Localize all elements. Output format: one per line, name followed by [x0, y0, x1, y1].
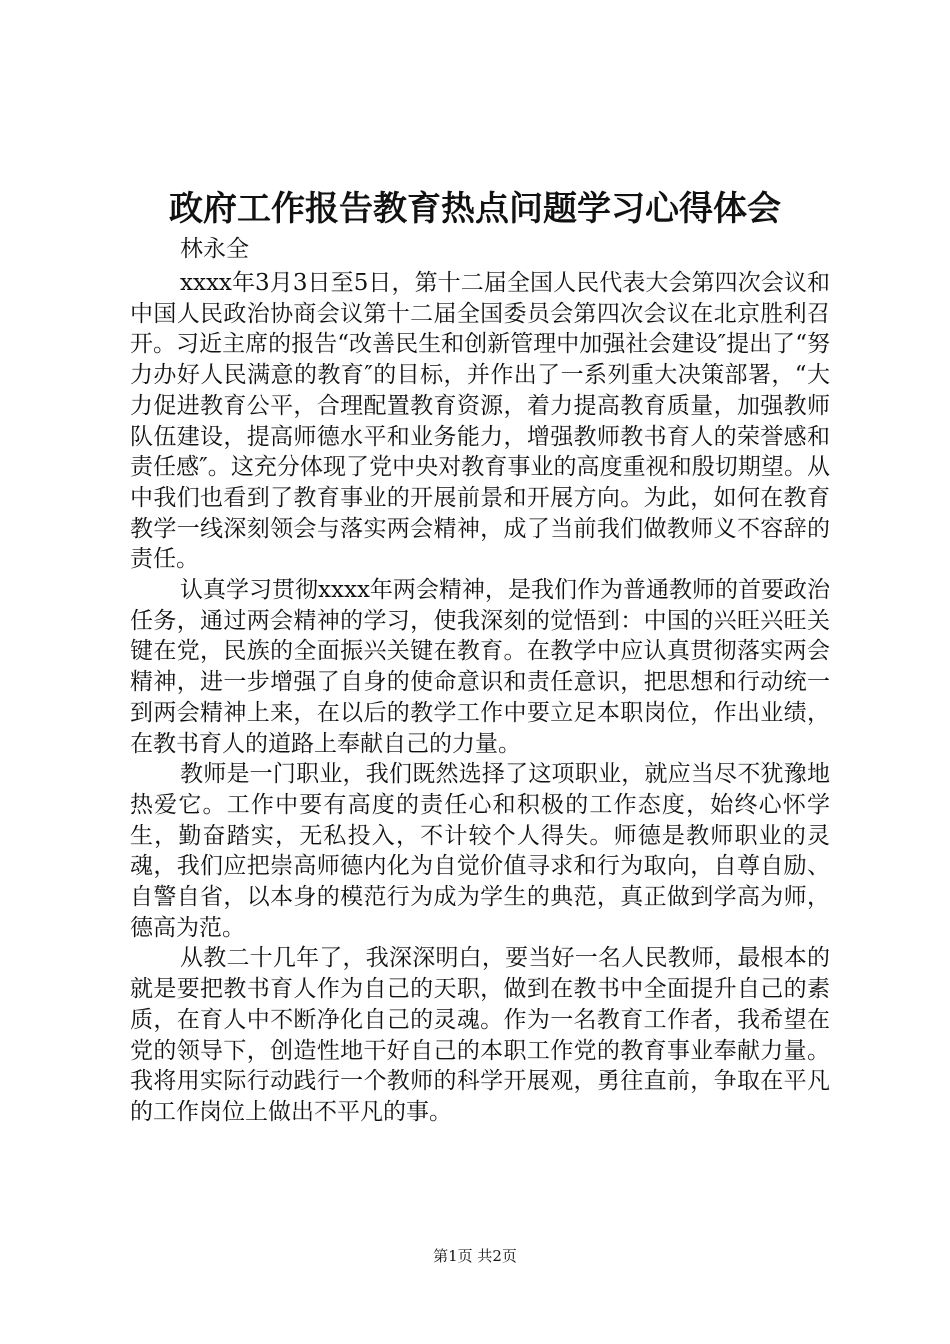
document-title: 政府工作报告教育热点问题学习心得体会: [169, 189, 781, 229]
paragraph: 教师是一门职业，我们既然选择了这项职业，就应当尽不犹豫地热爱它。工作中要有高度的责任心和积极的工作态度，始终心怀学生，勤奋踏实，无私投入，不计较个人得失。师德是教师职业的灵魂，我们应把崇高师德内化为自觉价值寻求和行为取向，自尊自励、自警自省，以本身的模范行为成为学生的典范，真正做到学高为师，德高为范。: [130, 761, 830, 941]
page-number-footer: 第1页 共2页: [433, 1247, 517, 1265]
paragraph: 认真学习贯彻xxxx年两会精神，是我们作为普通教师的首要政治任务，通过两会精神的学习，使我深刻的觉悟到：中国的兴旺兴旺关键在党，民族的全面振兴关键在教育。在教学中应认真贯彻落实两会精神，进一步增强了自身的使命意识和责任意识，把思想和行动统一到两会精神上来，在以后的教学工作中要立足本职岗位，作出业绩，在教书育人的道路上奉献自己的力量。: [130, 577, 830, 757]
paragraph: 从教二十几年了，我深深明白，要当好一名人民教师，最根本的就是要把教书育人作为自己的天职，做到在教书中全面提升自己的素质，在育人中不断净化自己的灵魂。作为一名教育工作者，我希望在党的领导下，创造性地干好自己的本职工作党的教育事业奉献力量。我将用实际行动践行一个教师的科学开展观，勇往直前，争取在平凡的工作岗位上做出不平凡的事。: [130, 945, 830, 1125]
author-name: 林永全: [180, 236, 249, 262]
document-body: [130, 268, 830, 1128]
paragraph: xxxx年3月3日至5日，第十二届全国人民代表大会第四次会议和中国人民政治协商会议第十二届全国委员会第四次会议在北京胜利召开。习近主席的报告“改善民生和创新管理中加强社会建设″提出了“努力办好人民满意的教育″的目标，并作出了一系列重大决策部署，“大力促进教育公平，合理配置教育资源，着力提高教育质量，加强教师队伍建设，提高师德水平和业务能力，增强教师教书育人的荣誉感和责任感″。这充分体现了党中央对教育事业的高度重视和殷切期望。从中我们也看到了教育事业的开展前景和开展方向。为此，如何在教育教学一线深刻领会与落实两会精神，成了当前我们做教师义不容辞的责任。: [130, 270, 830, 573]
